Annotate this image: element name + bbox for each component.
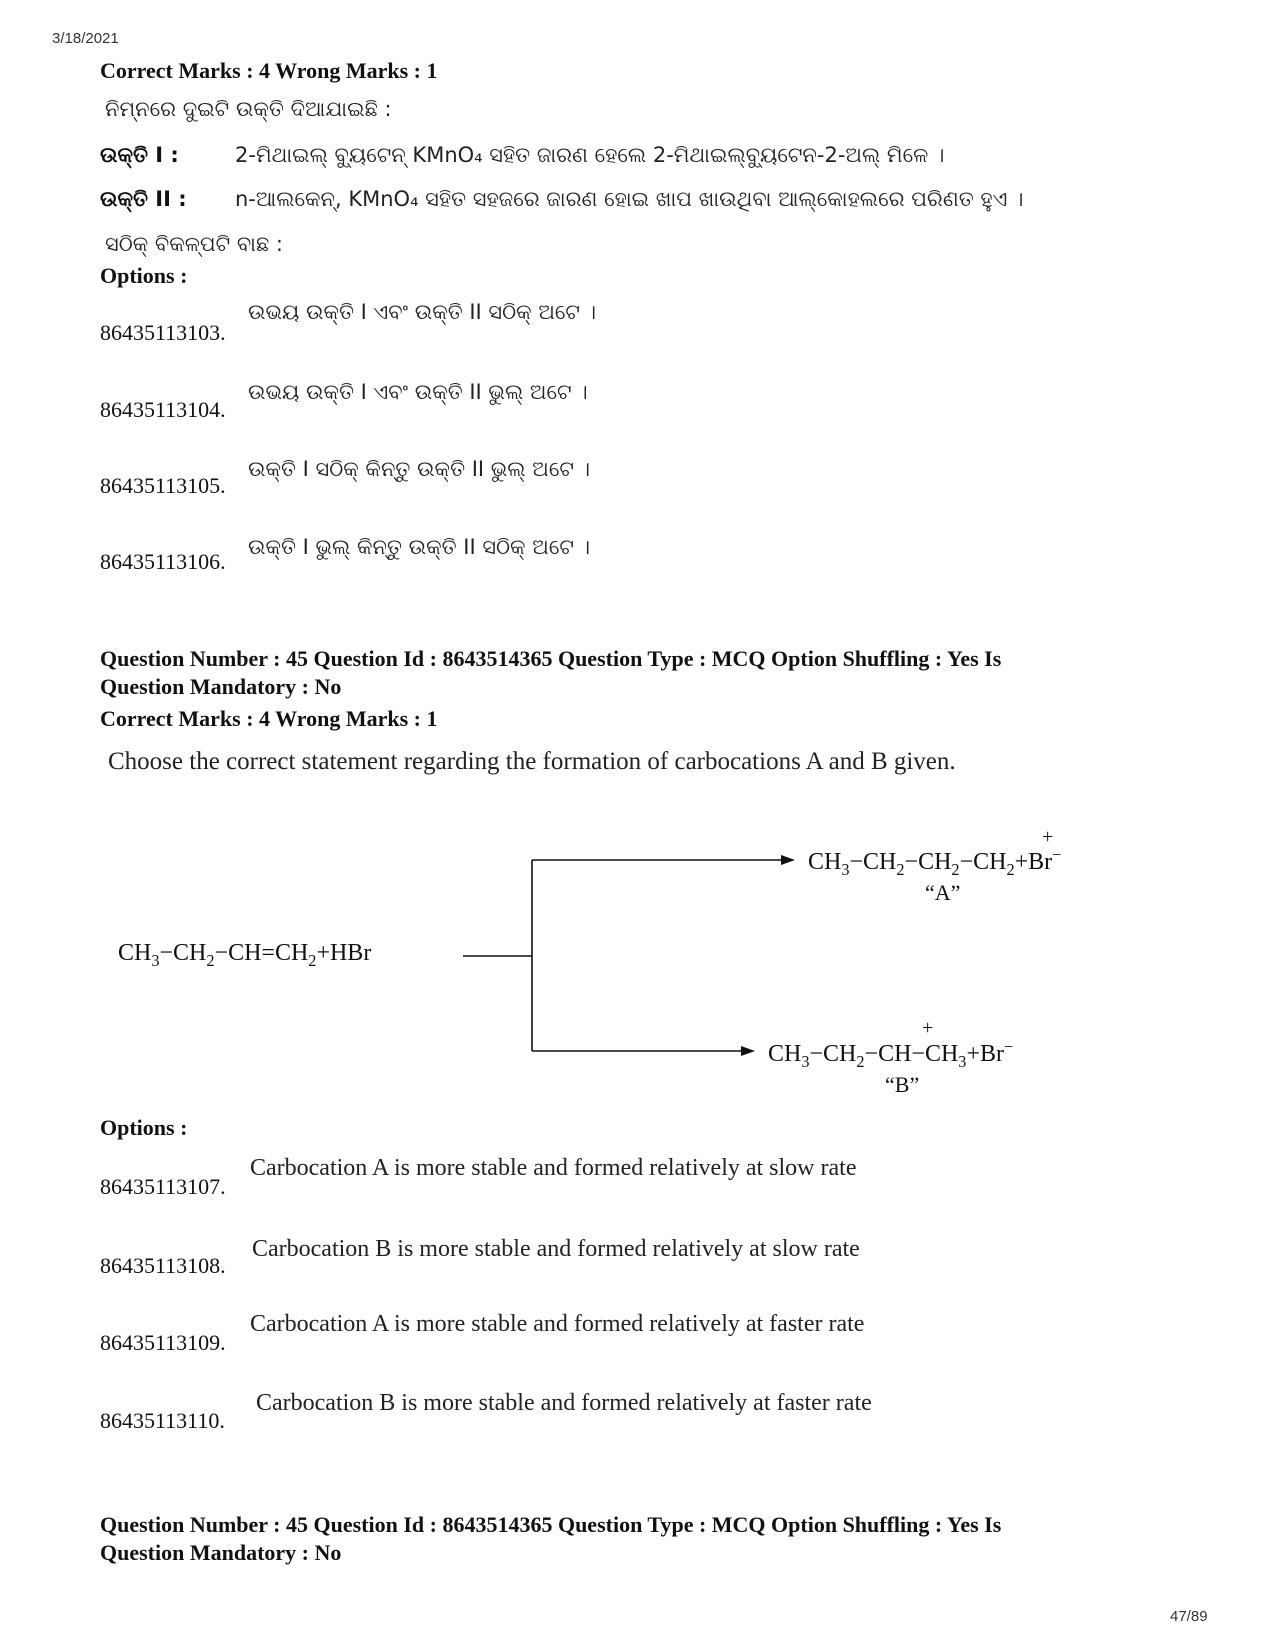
product-b-formula: $CH_3-CH_2-CH-CH_3+Br^-$ [768,1037,1014,1071]
q44-option-text: ଉଭୟ ଉକ୍ତି I ଏବଂ ଉକ୍ତି II ସଠିକ୍ ଅଟେ । [248,300,597,324]
q45-option-text: Carbocation A is more stable and formed relatively at faster rate [250,1311,865,1337]
q45-option-text: Carbocation B is more stable and formed relatively at slow rate [252,1236,860,1262]
q44-intro: ନିମ୍ନରେ ଦୁଇଟି ଉକ୍ତି ଦିଆଯାଇଛି : [105,97,392,121]
q44-option-text: ଉକ୍ତି I ସଠିକ୍ କିନ୍ତୁ ଉକ୍ତି II ଭୁଲ୍ ଅଟେ । [248,457,591,481]
q44-statement2-label: ଉକ୍ତି II : [100,187,187,211]
q44-option-id: 86435113104. [100,397,226,422]
q44-option-id: 86435113105. [100,473,226,498]
q45-option-id: 86435113108. [100,1253,226,1278]
q44-choose-prompt: ସଠିକ୍ ବିକଳ୍ପଟି ବାଛ : [105,232,284,256]
q44-options-label: Options : [100,263,188,288]
q44-option-id: 86435113106. [100,549,226,574]
q45-repeat-header-line1: Question Number : 45 Question Id : 8643514365 Question Type : MCQ Option Shuffling : Yes Is [100,1512,1002,1537]
q45-repeat-header-line2: Question Mandatory : No [100,1540,342,1565]
q45-option-id: 86435113110. [100,1408,225,1433]
q45-option-id: 86435113109. [100,1330,226,1355]
product-a-label: “A” [925,880,961,905]
q45-option-id: 86435113107. [100,1174,226,1199]
product-a-charge: + [1042,826,1054,848]
reactant-formula: $CH_3-CH_2-CH=CH_2+HBr$ [118,940,372,970]
q45-marks: Correct Marks : 4 Wrong Marks : 1 [100,706,438,731]
q44-marks: Correct Marks : 4 Wrong Marks : 1 [100,58,438,83]
q44-statement1-text: 2-ମିଥାଇଲ୍ ବ୍ୟୁଟେନ୍ KMnO₄ ସହିତ ଜାରଣ ହେଲେ 2-ମିଥାଇଲ୍‌ବ୍ୟୁଟେନ-2-ଅଲ୍ ମିଳେ । [235,143,945,167]
page-number: 47/89 [1170,1608,1208,1625]
q45-option-text: Carbocation A is more stable and formed relatively at slow rate [250,1155,857,1181]
print-date: 3/18/2021 [52,30,119,47]
product-b-charge: + [922,1017,934,1039]
q45-header-line1: Question Number : 45 Question Id : 8643514365 Question Type : MCQ Option Shuffling : Yes Is [100,646,1002,671]
q44-statement2-text: n-ଆଲକେନ୍, KMnO₄ ସହିତ ସହଜରେ ଜାରଣ ହୋଇ ଖାପ ଖାଉଥିବା ଆଲ୍‌କୋହଲରେ ପରିଣତ ହୁଏ । [235,187,1024,211]
q45-question-text: Choose the correct statement regarding the formation of carbocations A and B given. [108,748,956,775]
product-b-label: “B” [885,1072,920,1097]
q44-option-text: ଉଭୟ ଉକ୍ତି I ଏବଂ ଉକ୍ତି II ଭୁଲ୍ ଅଟେ । [248,380,588,404]
q44-option-text: ଉକ୍ତି I ଭୁଲ୍ କିନ୍ତୁ ଉକ୍ତି II ସଠିକ୍ ଅଟେ । [248,535,591,559]
q44-statement1-label: ଉକ୍ତି I : [100,143,179,167]
q45-option-text: Carbocation B is more stable and formed relatively at faster rate [256,1390,872,1416]
q44-option-id: 86435113103. [100,320,226,345]
q45-options-label: Options : [100,1115,188,1140]
product-a-formula: $CH_3-CH_2-CH_2-CH_2+Br^-$ [808,845,1062,879]
q45-header-line2: Question Mandatory : No [100,674,342,699]
